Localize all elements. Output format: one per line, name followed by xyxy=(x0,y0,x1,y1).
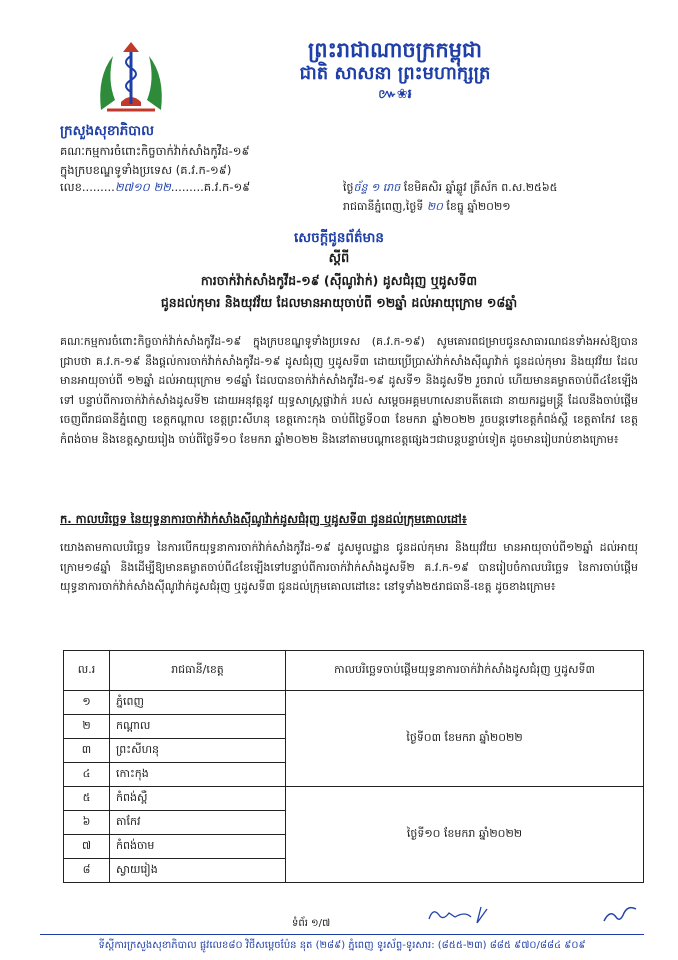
ministry-logo-icon xyxy=(93,40,169,116)
committee-name xyxy=(60,142,250,180)
row-number: ៥ xyxy=(64,787,110,811)
footer-address: ទីស្តីការក្រសួងសុខាភិបាល ផ្លូវលេខ៨០ វិថីសម្តេចប៉ែន នុត (២៨៩) ភ្នំពេញ ទូរស័ព្ទ-ទូរសារ: (៨៥៥-២៣) ៨៨៥ ៩៧០/៨៨៤ ៩០៩ xyxy=(98,940,586,951)
row-province: ភ្នំពេញ xyxy=(110,691,286,715)
kingdom-header xyxy=(260,38,530,104)
footer-divider xyxy=(40,934,644,935)
solar-day-handwritten: ២០ xyxy=(426,200,443,213)
header-start-date: កាលបរិច្ឆេទចាប់ផ្តើមយុទ្ធនាការចាក់វ៉ាក់សាំងដូសជំរុញ ឬដូសទី៣ xyxy=(286,651,644,691)
lunar-rest: ខែមិគសិរ ឆ្នាំឆ្លូវ ត្រីស័ក ព.ស.២៥៦៥ xyxy=(400,181,558,194)
title-line-2: ស្តីពី xyxy=(328,251,350,266)
start-date-group-1: ថ្ងៃទី០៣ ខែមករា ឆ្នាំ២០២២ xyxy=(286,691,644,787)
header-province: រាជធានី/ខេត្ត xyxy=(110,651,286,691)
row-number: ២ xyxy=(64,715,110,739)
title-line-3: ការចាក់វ៉ាក់សាំងកូវីដ-១៩ (ស៊ីណូវ៉ាក់) ដូសជំរុញ ឬដូសទី៣ xyxy=(200,273,478,288)
header-number: ល.រ xyxy=(64,651,110,691)
reference-number xyxy=(60,180,250,197)
title-line-1: សេចក្តីជូនព័ត៌មាន xyxy=(294,230,384,246)
section-heading-a: ក. កាលបរិច្ឆេទ នៃយុទ្ធនាការចាក់វ៉ាក់សាំងស៊ីណូវ៉ាក់ដូសជំរុញ ឬដូសទី៣ ជូនដល់ក្រុមគោលដៅ៖ xyxy=(60,512,467,526)
lunar-handwritten: ច័ន្ទ ១ រោច xyxy=(353,181,401,194)
date-block xyxy=(343,178,557,216)
row-province: កោះកុង xyxy=(110,763,286,787)
row-province: កណ្តាល xyxy=(110,715,286,739)
page-number: ទំព័រ ១/៧ xyxy=(292,918,331,929)
lunar-prefix: ថ្ងៃ xyxy=(343,181,354,194)
solar-date xyxy=(343,197,557,216)
ref-suffix: .........គ.វ.ក-១៩ xyxy=(170,180,251,194)
row-number: ១ xyxy=(64,691,110,715)
lunar-date xyxy=(343,178,557,197)
row-number: ៧ xyxy=(64,835,110,859)
solar-rest: ខែធ្នូ ឆ្នាំ២០២១ xyxy=(442,200,511,213)
ornament: ៚❀៛ xyxy=(378,87,412,102)
row-province: កំពង់ចាម xyxy=(110,835,286,859)
solar-prefix: រាជធានីភ្នំពេញ,ថ្ងៃទី xyxy=(343,200,427,213)
initials-signature-icon xyxy=(425,905,495,925)
row-province: តាកែវ xyxy=(110,811,286,835)
initials-signature-icon xyxy=(602,903,638,925)
row-number: ៨ xyxy=(64,859,110,883)
paragraph-1: គណៈកម្មការចំពោះកិច្ចចាក់វ៉ាក់សាំងកូវីដ-១៩ ក្នុងក្របខណ្ឌទូទាំងប្រទេស (គ.វ.ក-១៩) សូមគោរពជម្រាបជូនសាធារណជនទាំងអស់ឱ្យបានជ្រាបថា គ.វ.ក-១៩ នឹងផ្តល់ការចាក់វ៉ាក់សាំងកូវីដ-១៩ ដូសជំរុញ ឬដូសទី៣ ដោយប្រើប្រាស់វ៉ាក់សាំងស៊ីណូវ៉ាក់ ជូនដល់កុមារ និងយុវវ័យ ដែលមានអាយុចាប់ពី ១២ឆ្នាំ ដល់អាយុក្រោម ១៨ឆ្នាំ ដែលបានចាក់វ៉ាក់សាំងកូវីដ-១៩ ដូសទី១ និងដូសទី២ រួចរាល់ ហើយមានគម្លាតចាប់ពី៤ខែឡើងទៅ បន្ទាប់ពីការចាក់វ៉ាក់សាំងដូសទី២ ដោយអនុវត្តនូវ យុទ្ធសាស្ត្រផ្លាវ៉ាក់ របស់ សម្តេចអគ្គមហាសេនាបតីតេជោ នាយករដ្ឋមន្ត្រី ដែលនឹងចាប់ផ្តើមចេញពីរាជធានីភ្នំពេញ ខេត្តកណ្តាល ខេត្តព្រះសីហនុ ខេត្តកោះកុង ចាប់ពីថ្ងៃទី០៣ ខែមករា ឆ្នាំ២០២២ រួចបន្តទៅខេត្តកំពង់ស្ពឺ ខេត្តតាកែវ ខេត្តកំពង់ចាម និងខេត្តស្វាយរៀង ចាប់ពីថ្ងៃទី១០ ខែមករា ឆ្នាំ២០២២ និងនៅតាមបណ្តាខេត្តផ្សេងៗជាបន្តបន្ទាប់ទៀត ដូចមានរៀបរាប់ខាងក្រោម៖ xyxy=(60,335,638,446)
committee-line-2: ក្នុងក្របខណ្ឌទូទាំងប្រទេស (គ.វ.ក-១៩) xyxy=(60,163,232,177)
schedule-table xyxy=(63,650,644,883)
title-line-4: ជូនដល់កុមារ និងយុវវ័យ ដែលមានអាយុចាប់ពី ១២ឆ្នាំ ដល់អាយុក្រោម ១៨ឆ្នាំ xyxy=(160,295,518,310)
kingdom-title: ព្រះរាជាណាចក្រកម្ពុជា xyxy=(307,38,482,62)
announcement-title xyxy=(0,228,678,314)
start-date-group-2: ថ្ងៃទី១០ ខែមករា ឆ្នាំ២០២២ xyxy=(286,787,644,883)
ministry-name: ក្រសួងសុខាភិបាល xyxy=(60,123,154,139)
row-number: ៣ xyxy=(64,739,110,763)
national-motto: ជាតិ សាសនា ព្រះមហាក្សត្រ xyxy=(299,63,491,84)
table-row xyxy=(64,691,644,715)
row-number: ៦ xyxy=(64,811,110,835)
row-province: កំពង់ស្ពឺ xyxy=(110,787,286,811)
ref-prefix: លេខ......... xyxy=(60,180,115,194)
table-row xyxy=(64,787,644,811)
row-province: ស្វាយរៀង xyxy=(110,859,286,883)
row-number: ៤ xyxy=(64,763,110,787)
row-province: ព្រះសីហនុ xyxy=(110,739,286,763)
committee-line-1: គណៈកម្មការចំពោះកិច្ចចាក់វ៉ាក់សាំងកូវីដ-១៩ xyxy=(60,144,250,158)
table-header-row xyxy=(64,651,644,691)
paragraph-2: យោងតាមកាលបរិច្ឆេទ នៃការបើកយុទ្ធនាការចាក់វ៉ាក់សាំងកូវីដ-១៩ ដូសមូលដ្ឋាន ជូនដល់កុមារ និងយុវវ័យ មានអាយុចាប់ពី១២ឆ្នាំ ដល់អាយុក្រោម១៨ឆ្នាំ និងដើម្បីឱ្យមានគម្លាតចាប់ពី៤ខែឡើងទៅបន្ទាប់ពីការចាក់វ៉ាក់សាំងដូសទី២ គ.វ.ក-១៩ បានរៀបចំកាលបរិច្ឆេទ នៃការចាប់ផ្តើមយុទ្ធនាការចាក់វ៉ាក់សាំងស៊ីណូវ៉ាក់ដូសជំរុញ ឬដូសទី៣ ជូនដល់ក្រុមគោលដៅនេះ នៅទូទាំង២៥រាជធានី-ខេត្ត ដូចខាងក្រោម៖ xyxy=(60,541,638,593)
ref-handwritten-number: ២៧១០ ២២ xyxy=(114,180,171,194)
